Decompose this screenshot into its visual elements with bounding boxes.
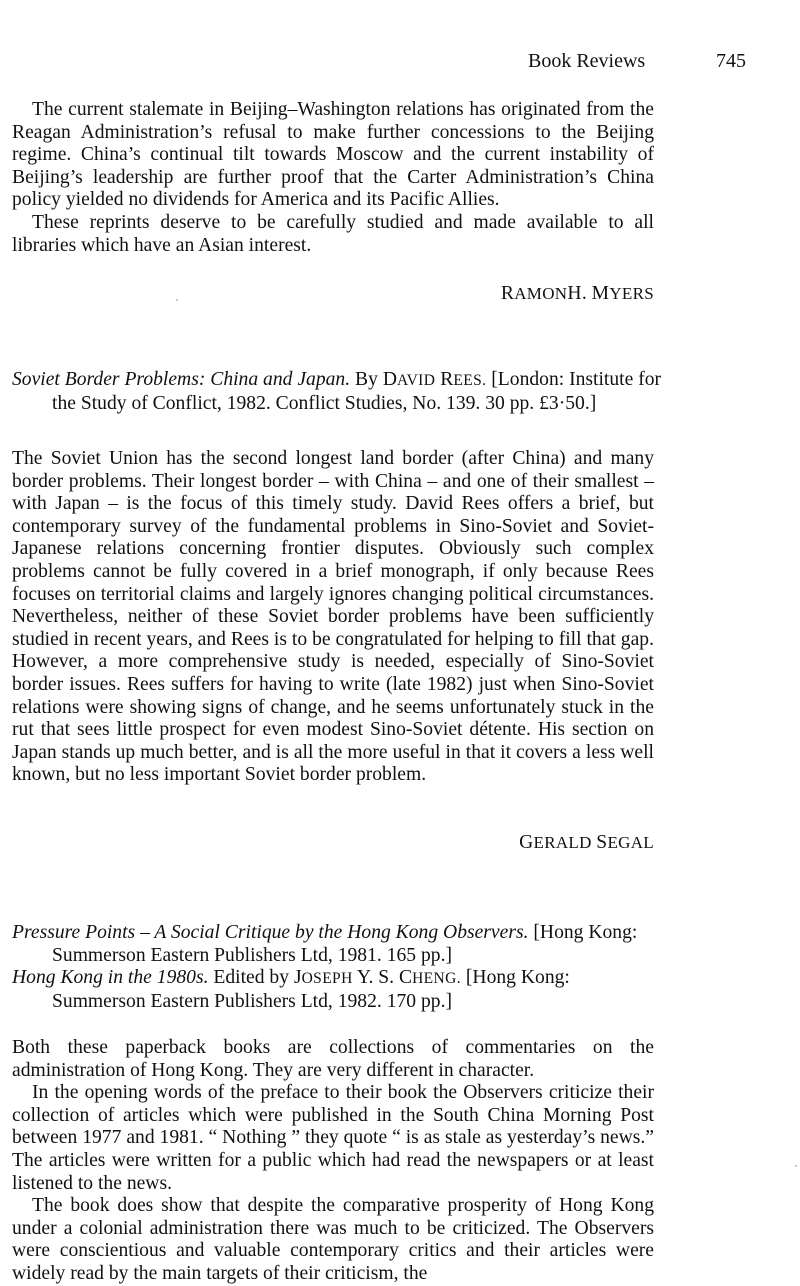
book-title: Pressure Points – A Social Critique by the Hong Kong Observers. — [12, 922, 529, 943]
scan-speck — [176, 299, 178, 301]
review-paragraph: These reprints deserve to be carefully studied and made available to all libraries which have an Asian interest. — [12, 211, 654, 256]
reviewer-signature: RAMONH. MYERS — [500, 283, 654, 304]
review-hong-kong — [12, 1037, 654, 1286]
publication-details: [Hong Kong: Summerson Eastern Publishers Ltd, 1982. 170 pp.] — [52, 967, 570, 1012]
publication-details: [London: Institute for the Study of Conflict, 1982. Conflict Studies, No. 139. 30 pp. £3·50.] — [52, 369, 662, 414]
running-title: Book Reviews — [528, 50, 646, 72]
review-soviet-border — [12, 448, 654, 787]
scan-speck — [795, 1165, 797, 1167]
book-title: Soviet Border Problems: China and Japan. — [12, 369, 351, 390]
review-paragraph: The book does show that despite the comparative prosperity of Hong Kong under a colonial administration there was much to be criticized. The Observers were conscientious and valuable contemporary critics and their articles were widely read by the main targets of their criticism, the — [12, 1195, 654, 1284]
page-number: 745 — [716, 50, 746, 72]
book-citation: Soviet Border Problems: China and Japan. By DAVID REES. [London: Institute for the Study of Conflict, 1982. Conflict Studies, No. 139. 30 pp. £3·50.] — [12, 369, 662, 414]
book-citations-hong-kong: Pressure Points – A Social Critique by the Hong Kong Observers. [Hong Kong: Summerson Eastern Publishers Ltd, 1981. 165 pp.] Hong Kong in the 1980s. Edited by JOSEPH Y. S. CHENG. [Hong Kong: Summerson Eastern Publishers Ltd, 1982. 170 pp.] — [12, 922, 638, 1012]
book-editor: JOSEPH Y. S. CHENG. — [293, 967, 461, 989]
review-paragraph: In the opening words of the preface to their book the Observers criticize their collection of articles which were published in the South China Morning Post between 1977 and 1981. “ Nothing ” they quote “ is as stale as yesterday’s news.” The articles were written for a public which had read the newspapers or at least listened to the news. — [12, 1082, 654, 1194]
review-paragraph: The Soviet Union has the second longest land border (after China) and many border problems. Their longest border – with China – and one of their smallest – with Japan – is the focus of this timely study. David Rees offers a brief, but contemporary survey of the fundamental problems in Sino-Soviet and Soviet-Japanese relations concerning frontier disputes. Obviously such complex problems cannot be fully covered in a brief monograph, if only because Rees focuses on territorial claims and largely ignores changing political circumstances. Nevertheless, neither of these Soviet border problems have been sufficiently studied in recent years, and Rees is to be congratulated for helping to fill that gap. However, a more comprehensive study is needed, especially of Sino-Soviet border issues. Rees suffers for having to write (late 1982) just when Sino-Soviet relations were showing signs of change, and he seems unfortunately stuck in the rut that sees little prospect for even modest Sino-Soviet détente. His section on Japan stands up much better, and is all the more useful in that it covers a less well known, but no less important Soviet border problem. — [12, 448, 654, 786]
review-paragraph: Both these paperback books are collections of commentaries on the administration of Hong Kong. They are very different in character. — [12, 1037, 654, 1081]
book-author: DAVID REES. — [382, 369, 487, 390]
review-ramon-myers — [12, 99, 654, 257]
reviewer-signature: GERALD SEGAL — [519, 832, 654, 853]
review-paragraph: The current stalemate in Beijing–Washington relations has originated from the Reagan Administration’s refusal to make further concessions to the Beijing regime. China’s continual tilt towards Moscow and the current instability of Beijing’s leadership are further proof that the Carter Administration’s China policy yielded no dividends for America and its Pacific Allies. — [12, 99, 654, 211]
publication-details: [Hong Kong: Summerson Eastern Publishers Ltd, 1981. 165 pp.] — [52, 922, 638, 966]
book-title: Hong Kong in the 1980s. — [12, 967, 209, 989]
